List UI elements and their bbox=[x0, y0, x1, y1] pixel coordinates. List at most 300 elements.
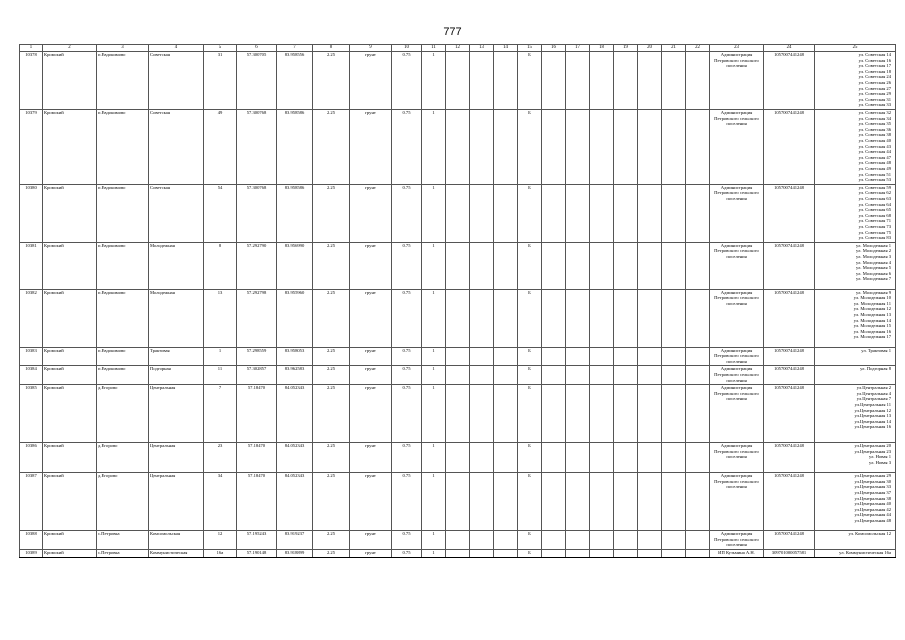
column-number-cell: 9 bbox=[350, 45, 392, 52]
table-row bbox=[20, 473, 896, 531]
table-cell bbox=[470, 347, 494, 366]
table-cell bbox=[494, 549, 518, 557]
table-cell: грунт bbox=[350, 366, 392, 385]
table-cell: 0.75 bbox=[392, 366, 422, 385]
column-number-cell: 24 bbox=[764, 45, 815, 52]
table-cell: 0.75 bbox=[392, 110, 422, 185]
table-cell: п.Евдокимово bbox=[97, 347, 149, 366]
table-cell bbox=[662, 549, 686, 557]
column-number-cell: 20 bbox=[638, 45, 662, 52]
table-cell: Кромский bbox=[43, 184, 97, 242]
table-cell bbox=[614, 385, 638, 443]
table-cell bbox=[614, 52, 638, 110]
address-list-cell: ул. Советская 32 ул. Советская 34 ул. Советская 35 ул. Советская 36 ул. Советская 38 ул. Советская 40 ул. Советская 43 ул. Советская 44 ул. Советская 47 ул. Советская 48 ул. Советская 49 ул. Советская 51 ул. Советская 53 bbox=[815, 110, 896, 185]
table-cell bbox=[686, 443, 710, 473]
table-cell: 2.25 bbox=[313, 110, 350, 185]
table-cell: 1 bbox=[422, 549, 446, 557]
table-cell bbox=[638, 531, 662, 550]
table-cell: 2.25 bbox=[313, 366, 350, 385]
table-cell: 57.300705 bbox=[237, 52, 277, 110]
table-row bbox=[20, 531, 896, 550]
table-cell bbox=[494, 443, 518, 473]
table-cell bbox=[662, 110, 686, 185]
table-cell: 57.298559 bbox=[237, 347, 277, 366]
column-number-cell: 3 bbox=[97, 45, 149, 52]
column-number-cell: 1 bbox=[20, 45, 43, 52]
table-cell bbox=[686, 184, 710, 242]
column-number-cell: 22 bbox=[686, 45, 710, 52]
address-list-cell: ул. Молодежная 9 ул. Молодежная 10 ул. Молодежная 11 ул. Молодежная 12 ул. Молодежная 13 ул. Молодежная 14 ул. Молодежная 15 ул. Молодежная 16 ул. Молодежная 17 bbox=[815, 289, 896, 347]
column-number-cell: 25 bbox=[815, 45, 896, 52]
table-cell bbox=[494, 366, 518, 385]
table-cell: 57.18470 bbox=[237, 385, 277, 443]
table-cell: 1 bbox=[422, 385, 446, 443]
table-cell bbox=[542, 184, 566, 242]
table-cell: Кромский bbox=[43, 549, 97, 557]
table-cell: Кромский bbox=[43, 347, 97, 366]
table-cell: Б bbox=[518, 184, 542, 242]
address-list-cell: ул. Комсомольская 12 bbox=[815, 531, 896, 550]
table-cell: Администрация Петровского сельского поселения bbox=[710, 242, 764, 289]
column-number-cell: 12 bbox=[446, 45, 470, 52]
table-cell: 83.918899 bbox=[277, 549, 313, 557]
table-row bbox=[20, 385, 896, 443]
table-cell: Б bbox=[518, 289, 542, 347]
table-cell: с.Петровка bbox=[97, 531, 149, 550]
table-cell bbox=[470, 473, 494, 531]
table-cell bbox=[590, 242, 614, 289]
table-cell: 1 bbox=[422, 52, 446, 110]
table-cell bbox=[566, 52, 590, 110]
table-cell: 16а bbox=[204, 549, 237, 557]
table-cell: 1 bbox=[422, 443, 446, 473]
table-cell: 57.18470 bbox=[237, 443, 277, 473]
table-cell: 2.25 bbox=[313, 473, 350, 531]
table-cell: 2.25 bbox=[313, 242, 350, 289]
table-cell bbox=[542, 289, 566, 347]
table-cell: Кромский bbox=[43, 443, 97, 473]
table-cell bbox=[470, 184, 494, 242]
table-cell: 1057007441248 bbox=[764, 110, 815, 185]
table-cell: 0.75 bbox=[392, 549, 422, 557]
table-cell: грунт bbox=[350, 184, 392, 242]
table-cell bbox=[638, 549, 662, 557]
table-cell: 0.75 bbox=[392, 385, 422, 443]
table-cell: 83.958556 bbox=[277, 52, 313, 110]
table-cell: 1 bbox=[422, 531, 446, 550]
table-cell: 0.75 bbox=[392, 473, 422, 531]
table-cell bbox=[566, 289, 590, 347]
table-cell bbox=[446, 531, 470, 550]
table-cell: Кромский bbox=[43, 52, 97, 110]
table-cell bbox=[590, 443, 614, 473]
table-cell bbox=[662, 52, 686, 110]
table-cell bbox=[662, 443, 686, 473]
table-cell bbox=[494, 385, 518, 443]
table-cell: 1 bbox=[422, 347, 446, 366]
table-cell bbox=[662, 385, 686, 443]
table-cell: Советская bbox=[149, 184, 204, 242]
table-cell: 2.25 bbox=[313, 184, 350, 242]
table-cell: п.Евдокимово bbox=[97, 52, 149, 110]
table-cell bbox=[446, 242, 470, 289]
table-cell: Б bbox=[518, 110, 542, 185]
table-cell: 1 bbox=[422, 366, 446, 385]
table-cell: Кромский bbox=[43, 385, 97, 443]
table-cell bbox=[566, 443, 590, 473]
table-cell: п.Евдокимово bbox=[97, 242, 149, 289]
table-cell bbox=[566, 110, 590, 185]
table-cell: ИП Кузьмина А.Н. bbox=[710, 549, 764, 557]
table-cell: 0.75 bbox=[392, 242, 422, 289]
column-number-cell: 7 bbox=[277, 45, 313, 52]
register-table bbox=[19, 44, 896, 558]
table-cell bbox=[590, 184, 614, 242]
column-number-cell: 4 bbox=[149, 45, 204, 52]
table-cell: 12 bbox=[204, 531, 237, 550]
table-cell: п.Евдокимово bbox=[97, 184, 149, 242]
table-cell: 57.300768 bbox=[237, 110, 277, 185]
column-number-cell: 23 bbox=[710, 45, 764, 52]
table-cell bbox=[614, 531, 638, 550]
table-cell: грунт bbox=[350, 52, 392, 110]
table-row bbox=[20, 289, 896, 347]
table-row bbox=[20, 366, 896, 385]
table-row bbox=[20, 110, 896, 185]
table-cell bbox=[638, 110, 662, 185]
table-cell: Б bbox=[518, 549, 542, 557]
table-cell: Подгорная bbox=[149, 366, 204, 385]
table-cell bbox=[566, 531, 590, 550]
table-row bbox=[20, 184, 896, 242]
table-cell bbox=[446, 110, 470, 185]
table-cell: 1057007441248 bbox=[764, 289, 815, 347]
table-cell: 2.25 bbox=[313, 347, 350, 366]
table-cell: Кромский bbox=[43, 366, 97, 385]
table-cell: Администрация Петровского сельского поселения bbox=[710, 443, 764, 473]
table-cell: 2.25 bbox=[313, 52, 350, 110]
table-cell bbox=[662, 347, 686, 366]
table-cell bbox=[614, 366, 638, 385]
table-cell: Трактовая bbox=[149, 347, 204, 366]
table-cell bbox=[542, 473, 566, 531]
table-cell: Кромский bbox=[43, 242, 97, 289]
table-cell: Советская bbox=[149, 110, 204, 185]
table-cell: 10378 bbox=[20, 52, 43, 110]
table-cell: 84.052343 bbox=[277, 443, 313, 473]
table-cell: 1057007441248 bbox=[764, 52, 815, 110]
table-cell: п.Евдокимово bbox=[97, 366, 149, 385]
table-cell bbox=[614, 549, 638, 557]
table-cell: Кромский bbox=[43, 289, 97, 347]
table-cell: 1 bbox=[422, 184, 446, 242]
table-cell: 83.962583 bbox=[277, 366, 313, 385]
table-cell: 1 bbox=[422, 242, 446, 289]
column-number-cell: 13 bbox=[470, 45, 494, 52]
table-cell bbox=[590, 531, 614, 550]
table-cell bbox=[614, 110, 638, 185]
table-cell: Центральная bbox=[149, 443, 204, 473]
table-row bbox=[20, 549, 896, 557]
table-cell bbox=[470, 366, 494, 385]
table-cell bbox=[494, 347, 518, 366]
table-cell bbox=[590, 289, 614, 347]
table-cell: 83.955960 bbox=[277, 289, 313, 347]
table-cell bbox=[590, 110, 614, 185]
table-cell bbox=[686, 52, 710, 110]
table-cell: 309701000057581 bbox=[764, 549, 815, 557]
table-cell: 83.958053 bbox=[277, 347, 313, 366]
table-cell: 57.302857 bbox=[237, 366, 277, 385]
column-number-cell: 2 bbox=[43, 45, 97, 52]
table-cell: 10380 bbox=[20, 184, 43, 242]
table-cell: 1057007441248 bbox=[764, 531, 815, 550]
table-cell bbox=[542, 549, 566, 557]
address-list-cell: ул. Советская 14 ул. Советская 16 ул. Советская 17 ул. Советская 18 ул. Советская 24 ул. Советская 26 ул. Советская 27 ул. Советская 29 ул. Советская 31 ул. Советская 33 bbox=[815, 52, 896, 110]
table-cell: Б bbox=[518, 443, 542, 473]
table-cell: грунт bbox=[350, 443, 392, 473]
table-cell: Администрация Петровского сельского поселения bbox=[710, 366, 764, 385]
column-number-cell: 14 bbox=[494, 45, 518, 52]
table-cell bbox=[590, 52, 614, 110]
table-cell: Кромский bbox=[43, 531, 97, 550]
address-list-cell: ул. Коммунистическая 16а bbox=[815, 549, 896, 557]
table-cell bbox=[542, 385, 566, 443]
table-cell bbox=[590, 473, 614, 531]
table-cell bbox=[470, 549, 494, 557]
table-cell: 83.956990 bbox=[277, 242, 313, 289]
address-list-cell: ул. Молодежная 1 ул. Молодежная 2 ул. Молодежная 3 ул. Молодежная 4 ул. Молодежная 5 ул. Молодежная 6 ул. Молодежная 7 bbox=[815, 242, 896, 289]
table-cell: 0.75 bbox=[392, 52, 422, 110]
table-cell bbox=[686, 549, 710, 557]
table-cell: п.Евдокимово bbox=[97, 110, 149, 185]
table-cell: 1 bbox=[422, 289, 446, 347]
table-cell bbox=[662, 184, 686, 242]
table-cell: Молодежная bbox=[149, 242, 204, 289]
table-cell bbox=[566, 347, 590, 366]
table-cell bbox=[470, 242, 494, 289]
table-cell: 10386 bbox=[20, 443, 43, 473]
table-cell bbox=[566, 242, 590, 289]
table-cell bbox=[542, 110, 566, 185]
table-cell: Б bbox=[518, 385, 542, 443]
column-number-cell: 5 bbox=[204, 45, 237, 52]
table-cell: с.Петровка bbox=[97, 549, 149, 557]
table-cell: грунт bbox=[350, 242, 392, 289]
table-cell: 57.190148 bbox=[237, 549, 277, 557]
table-cell: 84.052343 bbox=[277, 385, 313, 443]
table-cell: грунт bbox=[350, 531, 392, 550]
table-cell: 10387 bbox=[20, 473, 43, 531]
table-cell bbox=[446, 366, 470, 385]
table-cell bbox=[686, 242, 710, 289]
table-cell: 0.75 bbox=[392, 347, 422, 366]
table-cell: 1057007441248 bbox=[764, 473, 815, 531]
column-number-cell: 8 bbox=[313, 45, 350, 52]
table-cell bbox=[470, 110, 494, 185]
table-cell bbox=[662, 473, 686, 531]
table-cell bbox=[662, 242, 686, 289]
table-cell: 1 bbox=[422, 110, 446, 185]
table-row bbox=[20, 52, 896, 110]
table-cell bbox=[662, 366, 686, 385]
table-cell: 0.75 bbox=[392, 289, 422, 347]
table-cell: 1057007441248 bbox=[764, 385, 815, 443]
table-cell: 2.25 bbox=[313, 385, 350, 443]
table-cell bbox=[470, 531, 494, 550]
table-cell: п.Евдокимово bbox=[97, 289, 149, 347]
table-cell: 31 bbox=[204, 52, 237, 110]
table-cell: Администрация Петровского сельского поселения bbox=[710, 110, 764, 185]
column-number-cell: 17 bbox=[566, 45, 590, 52]
column-number-cell: 19 bbox=[614, 45, 638, 52]
table-cell: 8 bbox=[204, 242, 237, 289]
table-cell: 57.18470 bbox=[237, 473, 277, 531]
table-cell bbox=[566, 184, 590, 242]
table-cell bbox=[686, 531, 710, 550]
table-cell: 10383 bbox=[20, 347, 43, 366]
table-cell: 1 bbox=[204, 347, 237, 366]
table-cell bbox=[638, 366, 662, 385]
table-cell: Комсомольская bbox=[149, 531, 204, 550]
table-cell: Администрация Петровского сельского поселения bbox=[710, 347, 764, 366]
table-cell: 0.75 bbox=[392, 184, 422, 242]
table-cell bbox=[494, 289, 518, 347]
table-cell bbox=[614, 289, 638, 347]
column-number-cell: 6 bbox=[237, 45, 277, 52]
table-cell bbox=[638, 385, 662, 443]
table-cell bbox=[590, 385, 614, 443]
table-cell: Администрация Петровского сельского поселения bbox=[710, 52, 764, 110]
table-cell bbox=[446, 473, 470, 531]
table-cell bbox=[566, 385, 590, 443]
table-cell: 83.958586 bbox=[277, 110, 313, 185]
table-cell: 1057007441248 bbox=[764, 184, 815, 242]
table-cell bbox=[566, 473, 590, 531]
table-cell bbox=[470, 52, 494, 110]
address-list-cell: ул. Трактовая 1 bbox=[815, 347, 896, 366]
table-cell: 10384 bbox=[20, 366, 43, 385]
table-cell bbox=[542, 531, 566, 550]
column-number-cell: 18 bbox=[590, 45, 614, 52]
table-cell bbox=[494, 110, 518, 185]
page-number: 777 bbox=[443, 26, 462, 38]
table-cell bbox=[566, 549, 590, 557]
table-cell: 2.25 bbox=[313, 289, 350, 347]
table-cell bbox=[662, 531, 686, 550]
table-cell: Администрация Петровского сельского поселения bbox=[710, 531, 764, 550]
table-cell: Б bbox=[518, 242, 542, 289]
table-cell bbox=[542, 347, 566, 366]
table-cell: д.Егорово bbox=[97, 473, 149, 531]
table-cell: 2.25 bbox=[313, 531, 350, 550]
table-cell: грунт bbox=[350, 347, 392, 366]
table-cell bbox=[686, 366, 710, 385]
table-cell: Центральная bbox=[149, 473, 204, 531]
table-cell bbox=[494, 473, 518, 531]
table-cell bbox=[542, 443, 566, 473]
table-cell: Администрация Петровского сельского поселения bbox=[710, 184, 764, 242]
table-cell: Молодежная bbox=[149, 289, 204, 347]
table-cell: Администрация Петровского сельского поселения bbox=[710, 473, 764, 531]
table-cell bbox=[662, 289, 686, 347]
table-cell bbox=[446, 52, 470, 110]
table-cell bbox=[638, 52, 662, 110]
table-cell: 34 bbox=[204, 473, 237, 531]
table-cell: 1057007441248 bbox=[764, 366, 815, 385]
table-cell: Б bbox=[518, 531, 542, 550]
table-cell: 57.292790 bbox=[237, 242, 277, 289]
table-cell bbox=[494, 184, 518, 242]
table-cell bbox=[590, 366, 614, 385]
table-cell: грунт bbox=[350, 473, 392, 531]
table-cell: 57.195243 bbox=[237, 531, 277, 550]
table-cell bbox=[638, 289, 662, 347]
table-cell: 57.300768 bbox=[237, 184, 277, 242]
table-cell bbox=[446, 289, 470, 347]
table-cell: Кромский bbox=[43, 473, 97, 531]
table-cell: 23 bbox=[204, 443, 237, 473]
address-list-cell: ул.Центральная 29 ул.Центральная 30 ул.Центральная 33 ул.Центральная 37 ул.Центральная 38 ул.Центральная 40 ул.Центральная 42 ул.Центральная 44 ул.Центральная 48 bbox=[815, 473, 896, 531]
table-cell: 1057007441248 bbox=[764, 242, 815, 289]
table-cell bbox=[446, 443, 470, 473]
table-cell bbox=[470, 385, 494, 443]
table-cell: 2.25 bbox=[313, 549, 350, 557]
address-list-cell: ул.Центральная 20 ул.Центральная 23 ул. Новая 1 ул. Новая 3 bbox=[815, 443, 896, 473]
address-list-cell: ул. Советская 59 ул. Советская 62 ул. Советская 63 ул. Советская 64 ул. Советская 65 ул. Советская 68 ул. Советская 71 ул. Советская 73 ул. Советская 75 ул. Советская 83 bbox=[815, 184, 896, 242]
table-cell: Центральная bbox=[149, 385, 204, 443]
table-cell: Б bbox=[518, 366, 542, 385]
table-cell: 7 bbox=[204, 385, 237, 443]
table-cell: Советская bbox=[149, 52, 204, 110]
table-cell: д.Егорово bbox=[97, 385, 149, 443]
table-cell bbox=[614, 473, 638, 531]
table-row bbox=[20, 347, 896, 366]
table-cell: Б bbox=[518, 347, 542, 366]
table-cell bbox=[686, 347, 710, 366]
table-cell bbox=[446, 385, 470, 443]
table-cell bbox=[638, 473, 662, 531]
table-cell bbox=[638, 242, 662, 289]
table-cell: 54 bbox=[204, 184, 237, 242]
table-cell: д.Егорово bbox=[97, 443, 149, 473]
table-cell: 10381 bbox=[20, 242, 43, 289]
table-cell bbox=[686, 289, 710, 347]
column-number-row bbox=[20, 45, 896, 52]
table-cell bbox=[614, 443, 638, 473]
table-cell bbox=[686, 385, 710, 443]
table-cell: 57.292798 bbox=[237, 289, 277, 347]
table-cell: Б bbox=[518, 473, 542, 531]
table-cell: 10388 bbox=[20, 531, 43, 550]
table-cell: 2.25 bbox=[313, 443, 350, 473]
table-cell bbox=[494, 52, 518, 110]
table-cell: 11 bbox=[204, 366, 237, 385]
table-cell bbox=[470, 289, 494, 347]
table-cell bbox=[446, 184, 470, 242]
table-cell: Кромский bbox=[43, 110, 97, 185]
table-cell: грунт bbox=[350, 549, 392, 557]
column-number-cell: 15 bbox=[518, 45, 542, 52]
table-cell: 1057007441248 bbox=[764, 347, 815, 366]
table-cell: Администрация Петровского сельского поселения bbox=[710, 289, 764, 347]
table-cell bbox=[542, 366, 566, 385]
table-cell bbox=[446, 347, 470, 366]
table-cell bbox=[614, 347, 638, 366]
address-list-cell: ул. Подгорная 8 bbox=[815, 366, 896, 385]
table-cell: грунт bbox=[350, 110, 392, 185]
table-cell bbox=[638, 443, 662, 473]
